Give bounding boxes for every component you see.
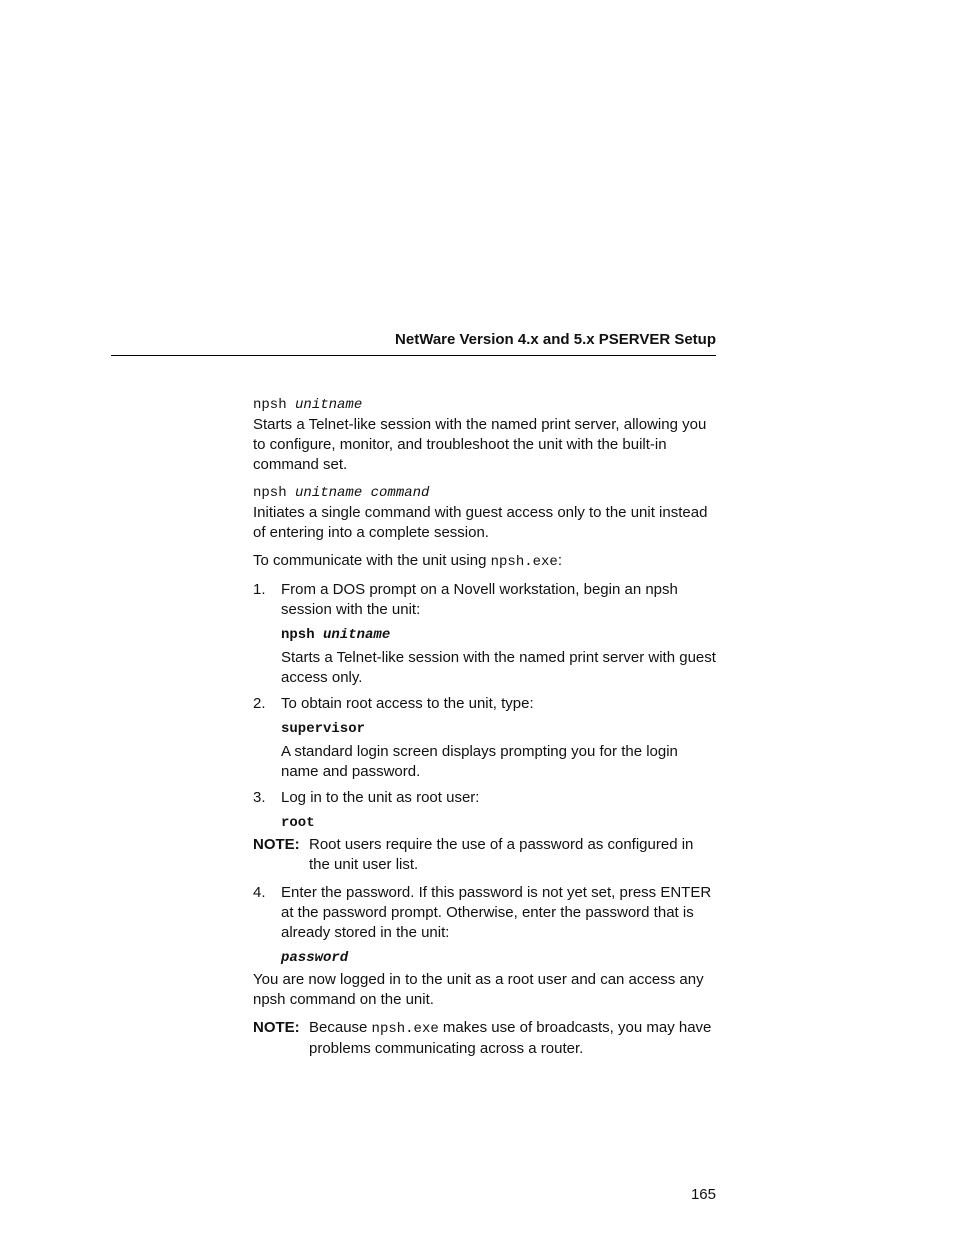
command-npsh-unitname-command — [253, 483, 718, 503]
command-base: npsh — [253, 485, 296, 501]
step-text: Enter the password. If this password is not yet set, press ENTER at the password prompt. Otherwise, enter the password that is already stored in the unit: — [281, 884, 712, 941]
note-text — [309, 1018, 718, 1059]
step-text: To obtain root access to the unit, type: — [281, 695, 534, 712]
intro-colon: : — [557, 552, 563, 569]
step-1 — [253, 580, 718, 688]
intro-text: To communicate with the unit using — [253, 552, 491, 569]
page-number: 165 — [690, 1186, 716, 1203]
command-argument: unitname — [295, 397, 363, 413]
step-text: Log in to the unit as root user: — [281, 789, 480, 806]
note-label: NOTE: — [253, 836, 300, 853]
note-text: Root users require the use of a password as configured in the unit user list. — [309, 836, 694, 873]
step-number: 3. — [253, 789, 266, 806]
step-2 — [253, 694, 718, 782]
page-body — [253, 395, 718, 1067]
header-divider — [111, 355, 716, 356]
command-base: npsh — [281, 627, 324, 643]
note-broadcasts — [253, 1018, 718, 1059]
step-command: supervisor — [281, 721, 366, 737]
step-command — [281, 625, 718, 645]
note-root-password — [253, 835, 718, 875]
step-4 — [253, 883, 718, 968]
inline-code: npsh.exe — [490, 554, 558, 570]
step-text: From a DOS prompt on a Novell workstation, begin an npsh session with the unit: — [281, 581, 678, 618]
step-command: password — [281, 950, 349, 966]
command-description: Initiates a single command with guest access only to the unit instead of entering into a complete session. — [253, 504, 708, 541]
command-npsh-unitname — [253, 395, 718, 415]
running-header: NetWare Version 4.x and 5.x PSERVER Setup — [395, 331, 716, 348]
conclusion-paragraph: You are now logged in to the unit as a root user and can access any npsh command on the unit. — [253, 971, 704, 1008]
intro-paragraph — [253, 551, 718, 572]
step-result: A standard login screen displays prompting you for the login name and password. — [281, 743, 678, 780]
step-result: Starts a Telnet-like session with the named print server with guest access only. — [281, 649, 716, 686]
step-number: 1. — [253, 581, 266, 598]
command-argument: unitname — [323, 627, 391, 643]
inline-code: npsh.exe — [371, 1021, 439, 1037]
note-text-after: makes use of broadcasts, you may have problems communicating across a router. — [309, 1019, 712, 1057]
note-text-before: Because — [309, 1019, 372, 1036]
command-description: Starts a Telnet-like session with the named print server, allowing you to configure, monitor, and troubleshoot the unit with the built-in command set. — [253, 416, 707, 473]
note-label: NOTE: — [253, 1019, 300, 1036]
step-command: root — [281, 815, 315, 831]
command-base: npsh — [253, 397, 296, 413]
step-number: 4. — [253, 884, 266, 901]
command-argument: unitname command — [295, 485, 430, 501]
step-3 — [253, 788, 718, 833]
step-number: 2. — [253, 695, 266, 712]
